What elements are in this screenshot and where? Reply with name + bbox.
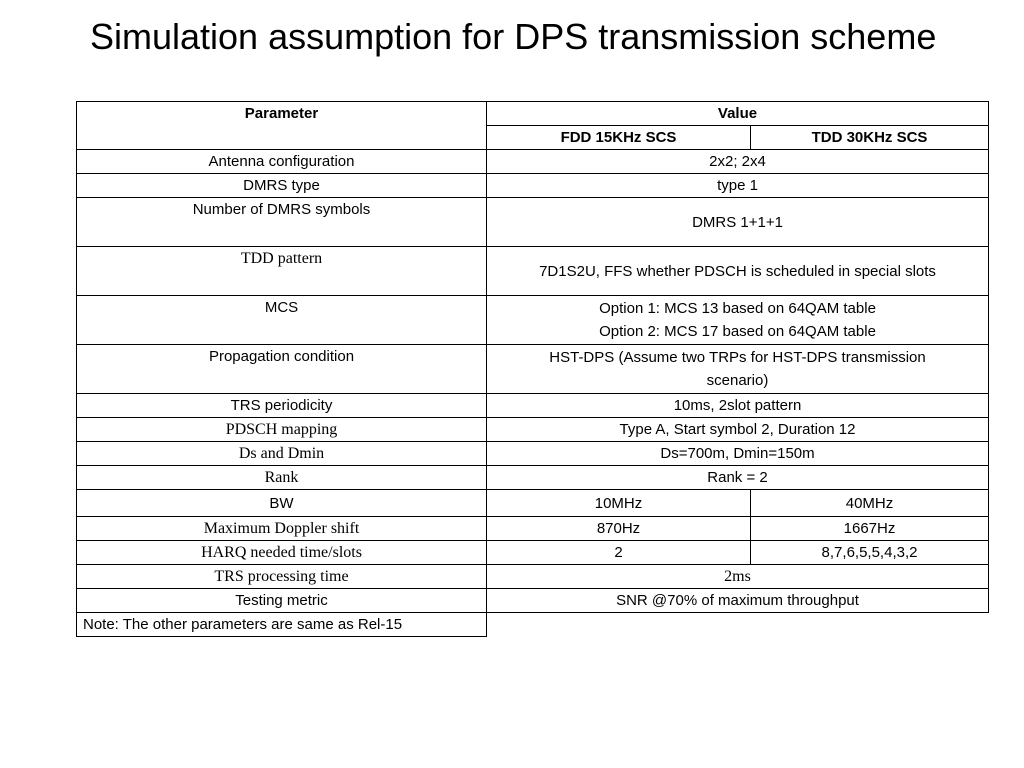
table-note-row: [77, 613, 989, 637]
param-cell: Testing metric: [77, 589, 487, 613]
table-row: [77, 174, 989, 198]
table-row: [77, 296, 989, 345]
tdd-cell: 1667Hz: [751, 517, 989, 541]
value-cell: type 1: [487, 174, 989, 198]
note-cell: Note: The other parameters are same as Rel-15: [77, 613, 487, 637]
tdd-cell: 8,7,6,5,5,4,3,2: [751, 541, 989, 565]
page-title: Simulation assumption for DPS transmission scheme: [90, 16, 937, 57]
simulation-parameters-table: [76, 101, 989, 637]
param-cell: Propagation condition: [77, 345, 487, 394]
fdd-cell: 2: [487, 541, 751, 565]
table-row: [77, 394, 989, 418]
param-cell: Ds and Dmin: [77, 442, 487, 466]
header-tdd: TDD 30KHz SCS: [751, 126, 989, 150]
table-row: [77, 247, 989, 296]
table-header-row: [77, 102, 989, 126]
header-parameter: Parameter: [77, 102, 487, 150]
table-row: [77, 517, 989, 541]
param-cell: TRS periodicity: [77, 394, 487, 418]
tdd-cell: 40MHz: [751, 490, 989, 517]
value-cell: Ds=700m, Dmin=150m: [487, 442, 989, 466]
param-cell: HARQ needed time/slots: [77, 541, 487, 565]
param-cell: Rank: [77, 466, 487, 490]
table-row: [77, 442, 989, 466]
param-cell: DMRS type: [77, 174, 487, 198]
table-row: [77, 198, 989, 247]
table-row: [77, 345, 989, 394]
value-cell: [487, 296, 989, 345]
value-cell: HST-DPS (Assume two TRPs for HST-DPS transmission scenario): [487, 345, 989, 394]
param-cell: MCS: [77, 296, 487, 345]
value-cell: 2ms: [487, 565, 989, 589]
param-cell: Antenna configuration: [77, 150, 487, 174]
value-cell: Rank = 2: [487, 466, 989, 490]
value-line: Option 2: MCS 17 based on 64QAM table: [599, 323, 876, 340]
fdd-cell: 10MHz: [487, 490, 751, 517]
table-row: [77, 541, 989, 565]
param-cell: TRS processing time: [77, 565, 487, 589]
param-cell: PDSCH mapping: [77, 418, 487, 442]
param-cell: BW: [77, 490, 487, 517]
empty-cell: [487, 613, 989, 637]
value-cell: 2x2; 2x4: [487, 150, 989, 174]
header-fdd: FDD 15KHz SCS: [487, 126, 751, 150]
value-cell: 10ms, 2slot pattern: [487, 394, 989, 418]
value-cell: SNR @70% of maximum throughput: [487, 589, 989, 613]
table-row: [77, 150, 989, 174]
table-row: [77, 589, 989, 613]
param-cell: Maximum Doppler shift: [77, 517, 487, 541]
value-cell: Type A, Start symbol 2, Duration 12: [487, 418, 989, 442]
value-line: Option 1: MCS 13 based on 64QAM table: [599, 300, 876, 317]
param-cell: Number of DMRS symbols: [77, 198, 487, 247]
table-row: [77, 565, 989, 589]
param-cell: TDD pattern: [77, 247, 487, 296]
fdd-cell: 870Hz: [487, 517, 751, 541]
table-row: [77, 466, 989, 490]
value-cell: DMRS 1+1+1: [487, 198, 989, 247]
value-cell: 7D1S2U, FFS whether PDSCH is scheduled in special slots: [487, 247, 989, 296]
table-row: [77, 490, 989, 517]
header-value: Value: [487, 102, 989, 126]
table-row: [77, 418, 989, 442]
